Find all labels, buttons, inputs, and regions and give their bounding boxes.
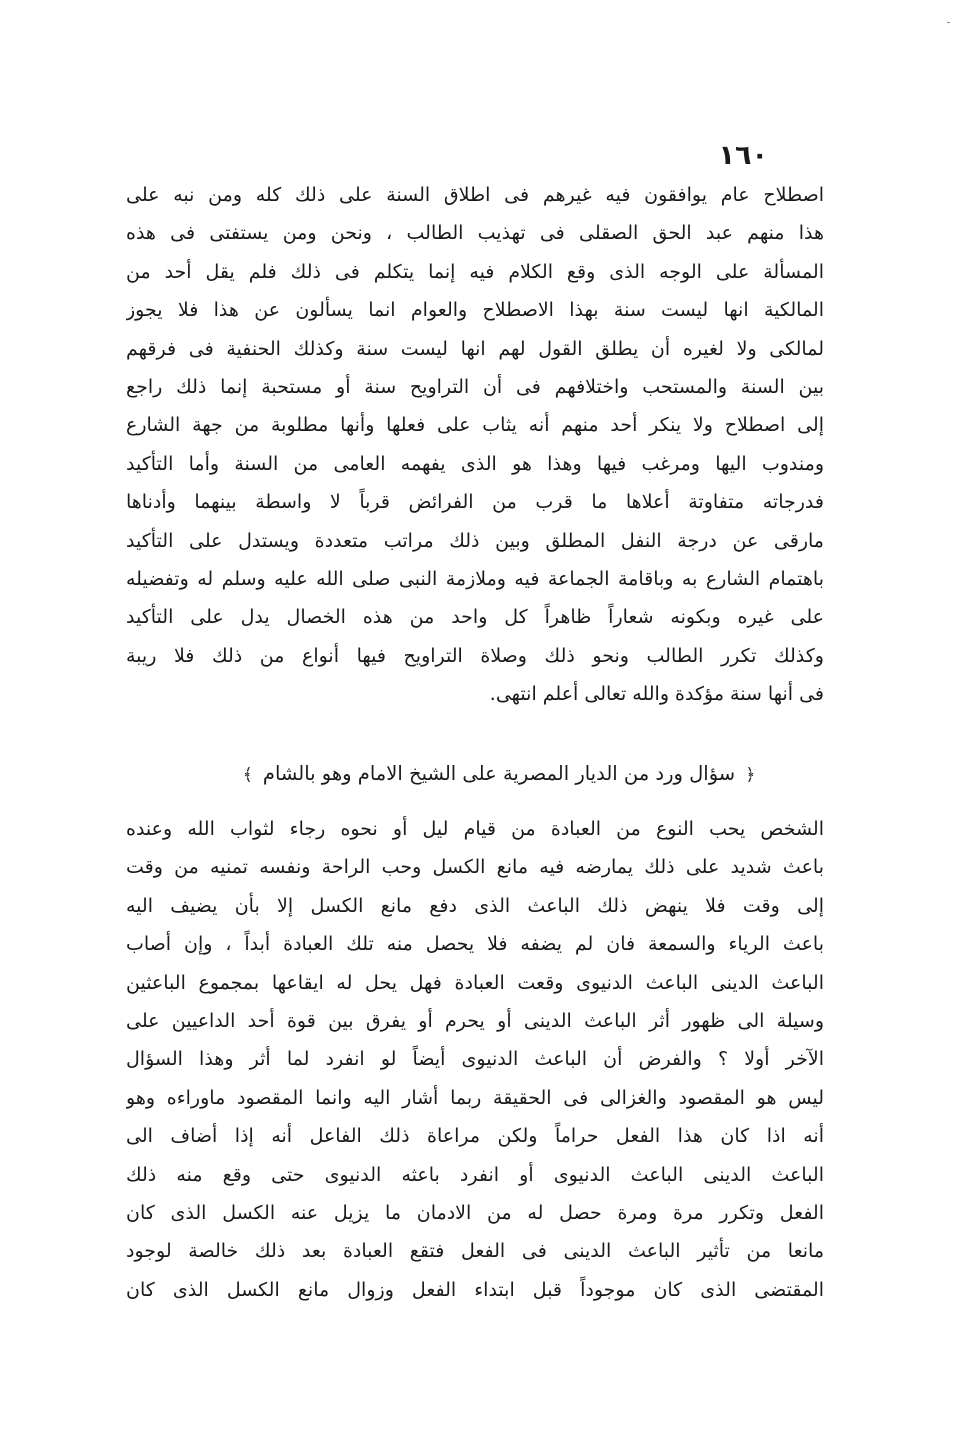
text-line: الشخص يحب النوع من العبادة من قيام ليل أو نحوه رجاء لثواب الله وعنده — [126, 818, 824, 840]
text-line: المقتضى الذى كان موجوداً قبل ابتداء الفعل وزوال مانع الكسل الذى كان — [126, 1278, 824, 1301]
text-line: ومندوب اليها ومرغب فيها وهذا هو الذى يفهمه العامى من السنة وأما التأكيد — [126, 452, 824, 475]
text-line: المسألة على الوجه الذى وقع الكلام فيه إنما يتكلم فى ذلك فلم يقل أحد من — [126, 260, 824, 283]
text-line: بين السنة والمستحب واختلافهم فى أن التراويح سنة أو مستحبة إنما ذلك راجع — [126, 375, 824, 398]
text-line: وكذلك تكرر الطالب ونحو ذلك وصلاة التراويح فيها أنواع من ذلك فلا ريبة — [126, 644, 824, 667]
text-line: مارقى عن درجة النفل المطلق وبين ذلك مراتب متعددة ويستدل على التأكيد — [126, 529, 824, 552]
text-line: الباعث الدينى الباعث الدنيوى وقعت العبادة فهل يحل له ايقاعها بمجموع الباعثين — [126, 971, 824, 994]
section-heading — [150, 756, 848, 793]
text-line: باعث شديد على ذلك يمارضه فيه مانع الكسل وحب الراحة ونفسه تمنيه من وقت — [126, 856, 824, 879]
ornament-bracket-right: ﴿ — [745, 765, 756, 785]
text-line: فى أنها سنة مؤكدة والله تعالى أعلم انتهى. — [489, 683, 824, 706]
text-line: فدرجاته متفاوتة أعلاها ما قرب من الفرائض قرباً لا واسطة بينهما وأدناها — [126, 491, 824, 514]
text-line: الباعث الدينى الباعث الدنيوى أو انفرد باعثه الدنيوى حتى وقع منه ذلك — [126, 1163, 824, 1186]
section-heading-text: سؤال ورد من الديار المصرية على الشيخ الامام وهو بالشام — [262, 762, 736, 785]
text-line: على غيره وبكونه شعاراً ظاهراً كل واحد من هذه الخصال يدل على التأكيد — [126, 606, 824, 629]
paragraph-two — [126, 810, 824, 1309]
text-line: الآخر أولا ؟ والفرض أن الباعث الدنيوى أيضاً لو انفرد لما أثر وهذا السؤال — [126, 1048, 824, 1071]
text-line: أنه اذا كان هذا الفعل حراماً ولكن مراعاة ذلك الفاعل أنه إذا أضاف الى — [126, 1125, 824, 1148]
text-line: هذا منهم عبد الحق الصقلى فى تهذيب الطالب ، ونحن ومن يستفتى فى هذه — [126, 222, 824, 245]
text-line: ليس هو المقصود والغزالى فى الحقيقة ربما أشار اليه وانما المقصود ماوراءه وهو — [126, 1086, 824, 1109]
text-line: إلى اصطلاح ولا ينكر أحد منهم أنه يثاب على فعلها وأنها مطلوبة من جهة الشارع — [126, 414, 824, 437]
text-line: المالكية انها ليست سنة بهذا الاصطلاح والعوام انما يسألون عن هذا فلا يجوز — [126, 299, 824, 322]
paragraph-one — [126, 176, 824, 713]
ornament-bracket-left: ﴾ — [242, 765, 253, 785]
text-line: باعث الرياء والسمعة فان لم يضفه فلا يحصل منه تلك العبادة أبداً ، وإن أصاب — [126, 933, 824, 956]
text-line: إلى وقت فلا ينهض ذلك الباعث الذى دفع مانع الكسل إلا بأن يضيف اليه — [126, 894, 824, 917]
scan-mark — [947, 22, 950, 23]
text-line: وسيلة الى ظهور أثر الباعث الدينى أو يحرم أو يفرق بين قوة أحد الداعيين على — [126, 1009, 824, 1032]
text-line: مانعا من تأثير الباعث الدينى فى الفعل فتقع العبادة بعد ذلك خالصة لوجود — [126, 1240, 824, 1263]
text-line: لمالكى ولا لغيره أن يطلق القول لهم انها ليست سنة وكذلك الحنفية فى فرقهم — [126, 337, 824, 360]
text-line: باهتمام الشارع به وباقامة الجماعة فيه وملازمة النبى صلى الله عليه وسلم له وتفضيله — [126, 567, 824, 590]
text-line: الفعل وتكرر مرة ومرة حصل له من الادمان ما يزيل عنه الكسل الذى كان — [126, 1201, 824, 1224]
page-number: ١٦٠ — [718, 140, 768, 171]
text-line: اصطلاح عام يوافقون فيه غيرهم فى اطلاق السنة على ذلك كله ومن نبه على — [126, 184, 824, 206]
